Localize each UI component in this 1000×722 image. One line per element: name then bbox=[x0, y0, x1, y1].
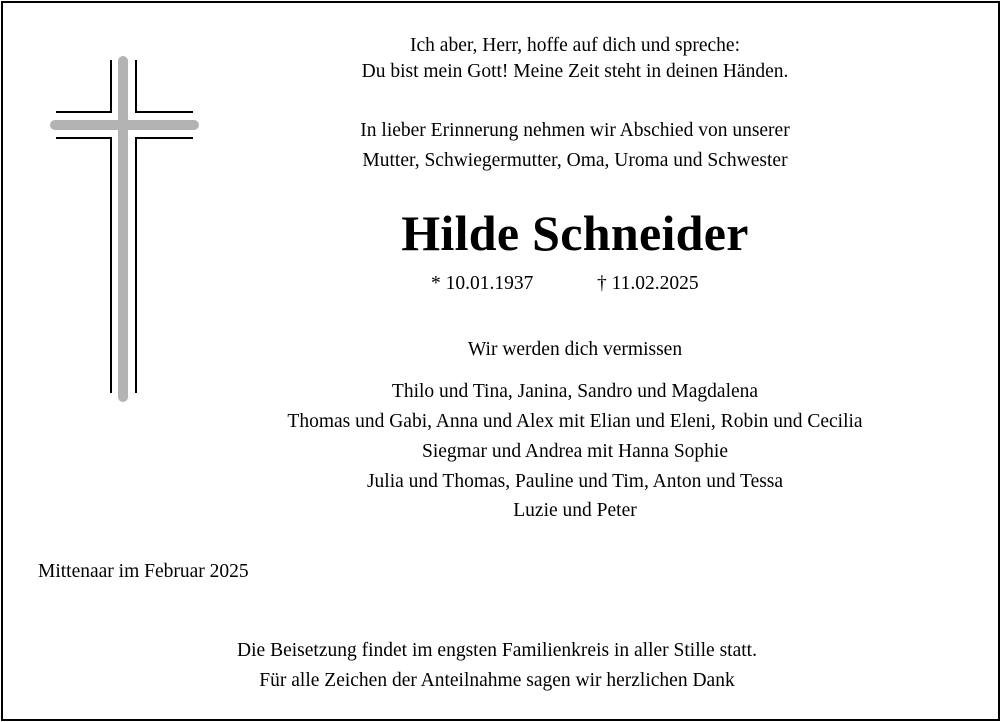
footer-line-1: Die Beisetzung findet im engsten Familienkreis in aller Stille statt. bbox=[237, 640, 757, 661]
family-line-2: Thomas und Gabi, Anna und Alex mit Elian und Eleni, Robin und Cecilia bbox=[287, 411, 863, 432]
family-line-4: Julia und Thomas, Pauline und Tim, Anton und Tessa bbox=[366, 471, 784, 492]
family-line-5: Luzie und Peter bbox=[513, 500, 637, 521]
birth-date: * 10.01.1937 bbox=[431, 273, 534, 294]
place-date: Mittenaar im Februar 2025 bbox=[38, 561, 249, 582]
intro-line-2: Mutter, Schwiegermutter, Oma, Uroma und Schwester bbox=[362, 150, 788, 171]
death-date: † 11.02.2025 bbox=[597, 273, 699, 294]
miss-line: Wir werden dich vermissen bbox=[467, 339, 683, 360]
footer-line-2: Für alle Zeichen der Anteilnahme sagen wir herzlichen Dank bbox=[259, 670, 735, 691]
family-line-3: Siegmar und Andrea mit Hanna Sophie bbox=[422, 441, 728, 462]
deceased-name: Hilde Schneider bbox=[401, 205, 749, 261]
verse-line-1: Ich aber, Herr, hoffe auf dich und spreche: bbox=[410, 35, 740, 56]
family-line-1: Thilo und Tina, Janina, Sandro und Magdalena bbox=[391, 381, 759, 402]
verse-line-2: Du bist mein Gott! Meine Zeit steht in deinen Händen. bbox=[361, 61, 789, 82]
intro-line-1: In lieber Erinnerung nehmen wir Abschied von unserer bbox=[360, 120, 790, 141]
